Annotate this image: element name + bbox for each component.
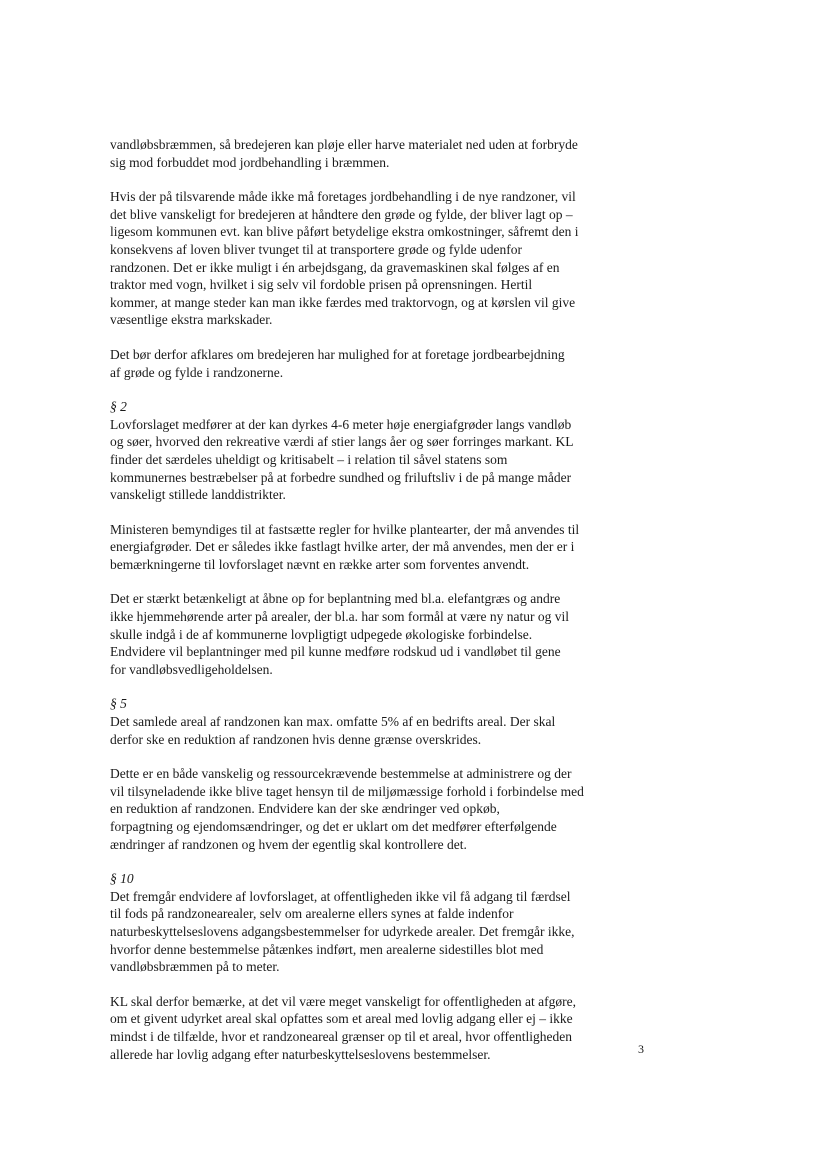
text-line: konsekvens af loven bliver tvunget til at transportere grøde og fylde udenfor xyxy=(110,241,523,257)
text-line: derfor ske en reduktion af randzonen hvis denne grænse overskrides. xyxy=(110,731,482,747)
paragraph xyxy=(110,188,600,329)
text-line: vandløbsbræmmen på to meter. xyxy=(110,959,280,975)
text-line: traktor med vogn, hvilket i sig selv vil fordoble prisen på oprensningen. Hertil xyxy=(110,277,533,293)
text-line: randzonen. Det er ikke muligt i én arbejdsgang, da gravemaskinen skal følges af en xyxy=(110,259,560,275)
page-number: 3 xyxy=(638,1042,644,1056)
text-line: for vandløbsvedligeholdelsen. xyxy=(110,661,273,677)
text-line: bemærkningerne til lovforslaget nævnt en række arter som forventes anvendt. xyxy=(110,556,530,572)
paragraph xyxy=(110,993,600,1063)
text-line: Lovforslaget medfører at der kan dyrkes 4-6 meter høje energiafgrøder langs vandløb xyxy=(110,416,572,432)
text-line: væsentlige ekstra markskader. xyxy=(110,312,273,328)
text-line: Det er stærkt betænkeligt at åbne op for beplantning med bl.a. elefantgræs og andre xyxy=(110,591,561,607)
section-heading: § 2 xyxy=(110,399,127,415)
text-line: allerede har lovlig adgang efter naturbeskyttelseslovens bestemmelser. xyxy=(110,1046,491,1062)
text-line: Ministeren bemyndiges til at fastsætte regler for hvilke plantearter, der må anvendes til xyxy=(110,521,580,537)
text-line: og søer, hvorved den rekreative værdi af stier langs åer og søer forringes markant. KL xyxy=(110,434,574,450)
text-line: mindst i de tilfælde, hvor et randzoneareal grænser op til et areal, hvor offentligheden xyxy=(110,1028,572,1044)
text-line: kommer, at mange steder kan man ikke færdes med traktorvogn, og at kørslen vil give xyxy=(110,294,576,310)
section xyxy=(110,695,600,748)
text-line: forpagtning og ejendomsændringer, og det er uklart om det medfører efterfølgende xyxy=(110,819,557,834)
text-line: Hvis der på tilsvarende måde ikke må foretages jordbehandling i de nye randzoner, vil xyxy=(110,189,576,205)
section xyxy=(110,870,600,976)
paragraph xyxy=(110,521,600,574)
section-heading: § 5 xyxy=(110,696,127,712)
text-line: Det bør derfor afklares om bredejeren har mulighed for at foretage jordbearbejdning xyxy=(110,346,565,362)
text-line: til fods på randzonearealer, selv om arealerne ellers synes at falde indenfor xyxy=(110,906,514,922)
text-line: Endvidere vil beplantninger med pil kunne medføre rodskud ud i vandløbet til gene xyxy=(110,644,561,660)
text-line: ligesom kommunen evt. kan blive påført betydelige ekstra omkostninger, såfremt den i xyxy=(110,224,579,240)
paragraph xyxy=(110,136,600,171)
text-line: Dette er en både vanskelig og ressourcekrævende bestemmelse at administrere og der xyxy=(110,766,572,782)
document-body xyxy=(110,136,600,1080)
text-line: ikke hjemmehørende arter på arealer, der bl.a. har som formål at være ny natur og vil xyxy=(110,609,570,625)
text-line: om et givent udyrket areal skal opfattes som et areal med lovlig adgang eller ej – ikke xyxy=(110,1011,573,1027)
text-line: vandløbsbræmmen, så bredejeren kan pløje eller harve materialet ned uden at forbryde xyxy=(110,137,578,152)
text-line: det blive vanskeligt for bredejeren at håndtere den grøde og fylde, der bliver lagt op – xyxy=(110,206,573,222)
paragraph xyxy=(110,765,600,853)
paragraph xyxy=(110,590,600,678)
section xyxy=(110,398,600,504)
text-line: vanskeligt stillede landdistrikter. xyxy=(110,487,286,503)
text-line: energiafgrøder. Det er således ikke fastlagt hvilke arter, der må anvendes, men der er i xyxy=(110,539,575,555)
paragraph xyxy=(110,346,600,381)
text-line: af grøde og fylde i randzonerne. xyxy=(110,364,284,380)
text-line: Det fremgår endvidere af lovforslaget, at offentligheden ikke vil få adgang til færdsel xyxy=(110,888,571,904)
text-line: Det samlede areal af randzonen kan max. omfatte 5% af en bedrifts areal. Der skal xyxy=(110,714,556,730)
text-line: naturbeskyttelseslovens adgangsbestemmelser for udyrkede arealer. Det fremgår ikke, xyxy=(110,923,575,939)
section-heading: § 10 xyxy=(110,871,134,887)
text-line: kommunernes bestræbelser på at forbedre sundhed og friluftsliv i de på mange måder xyxy=(110,469,572,485)
text-line: sig mod forbuddet mod jordbehandling i bræmmen. xyxy=(110,154,390,170)
text-line: hvorfor denne bestemmelse påtænkes indført, men arealerne sidestilles blot med xyxy=(110,941,544,957)
text-line: KL skal derfor bemærke, at det vil være meget vanskeligt for offentligheden at afgøre, xyxy=(110,993,576,1009)
text-line: skulle indgå i de af kommunerne lovpligtigt udpegede økologiske forbindelse. xyxy=(110,626,533,642)
text-line: vil tilsyneladende ikke blive taget hensyn til de miljømæssige forhold i forbindelse med xyxy=(110,783,584,799)
text-line: ændringer af randzonen og hvem der egentlig skal kontrollere det. xyxy=(110,836,467,852)
text-line: en reduktion af randzonen. Endvidere kan der ske ændringer ved opkøb, xyxy=(110,801,500,817)
text-line: finder det særdeles uheldigt og kritisabelt – i relation til såvel statens som xyxy=(110,451,508,467)
